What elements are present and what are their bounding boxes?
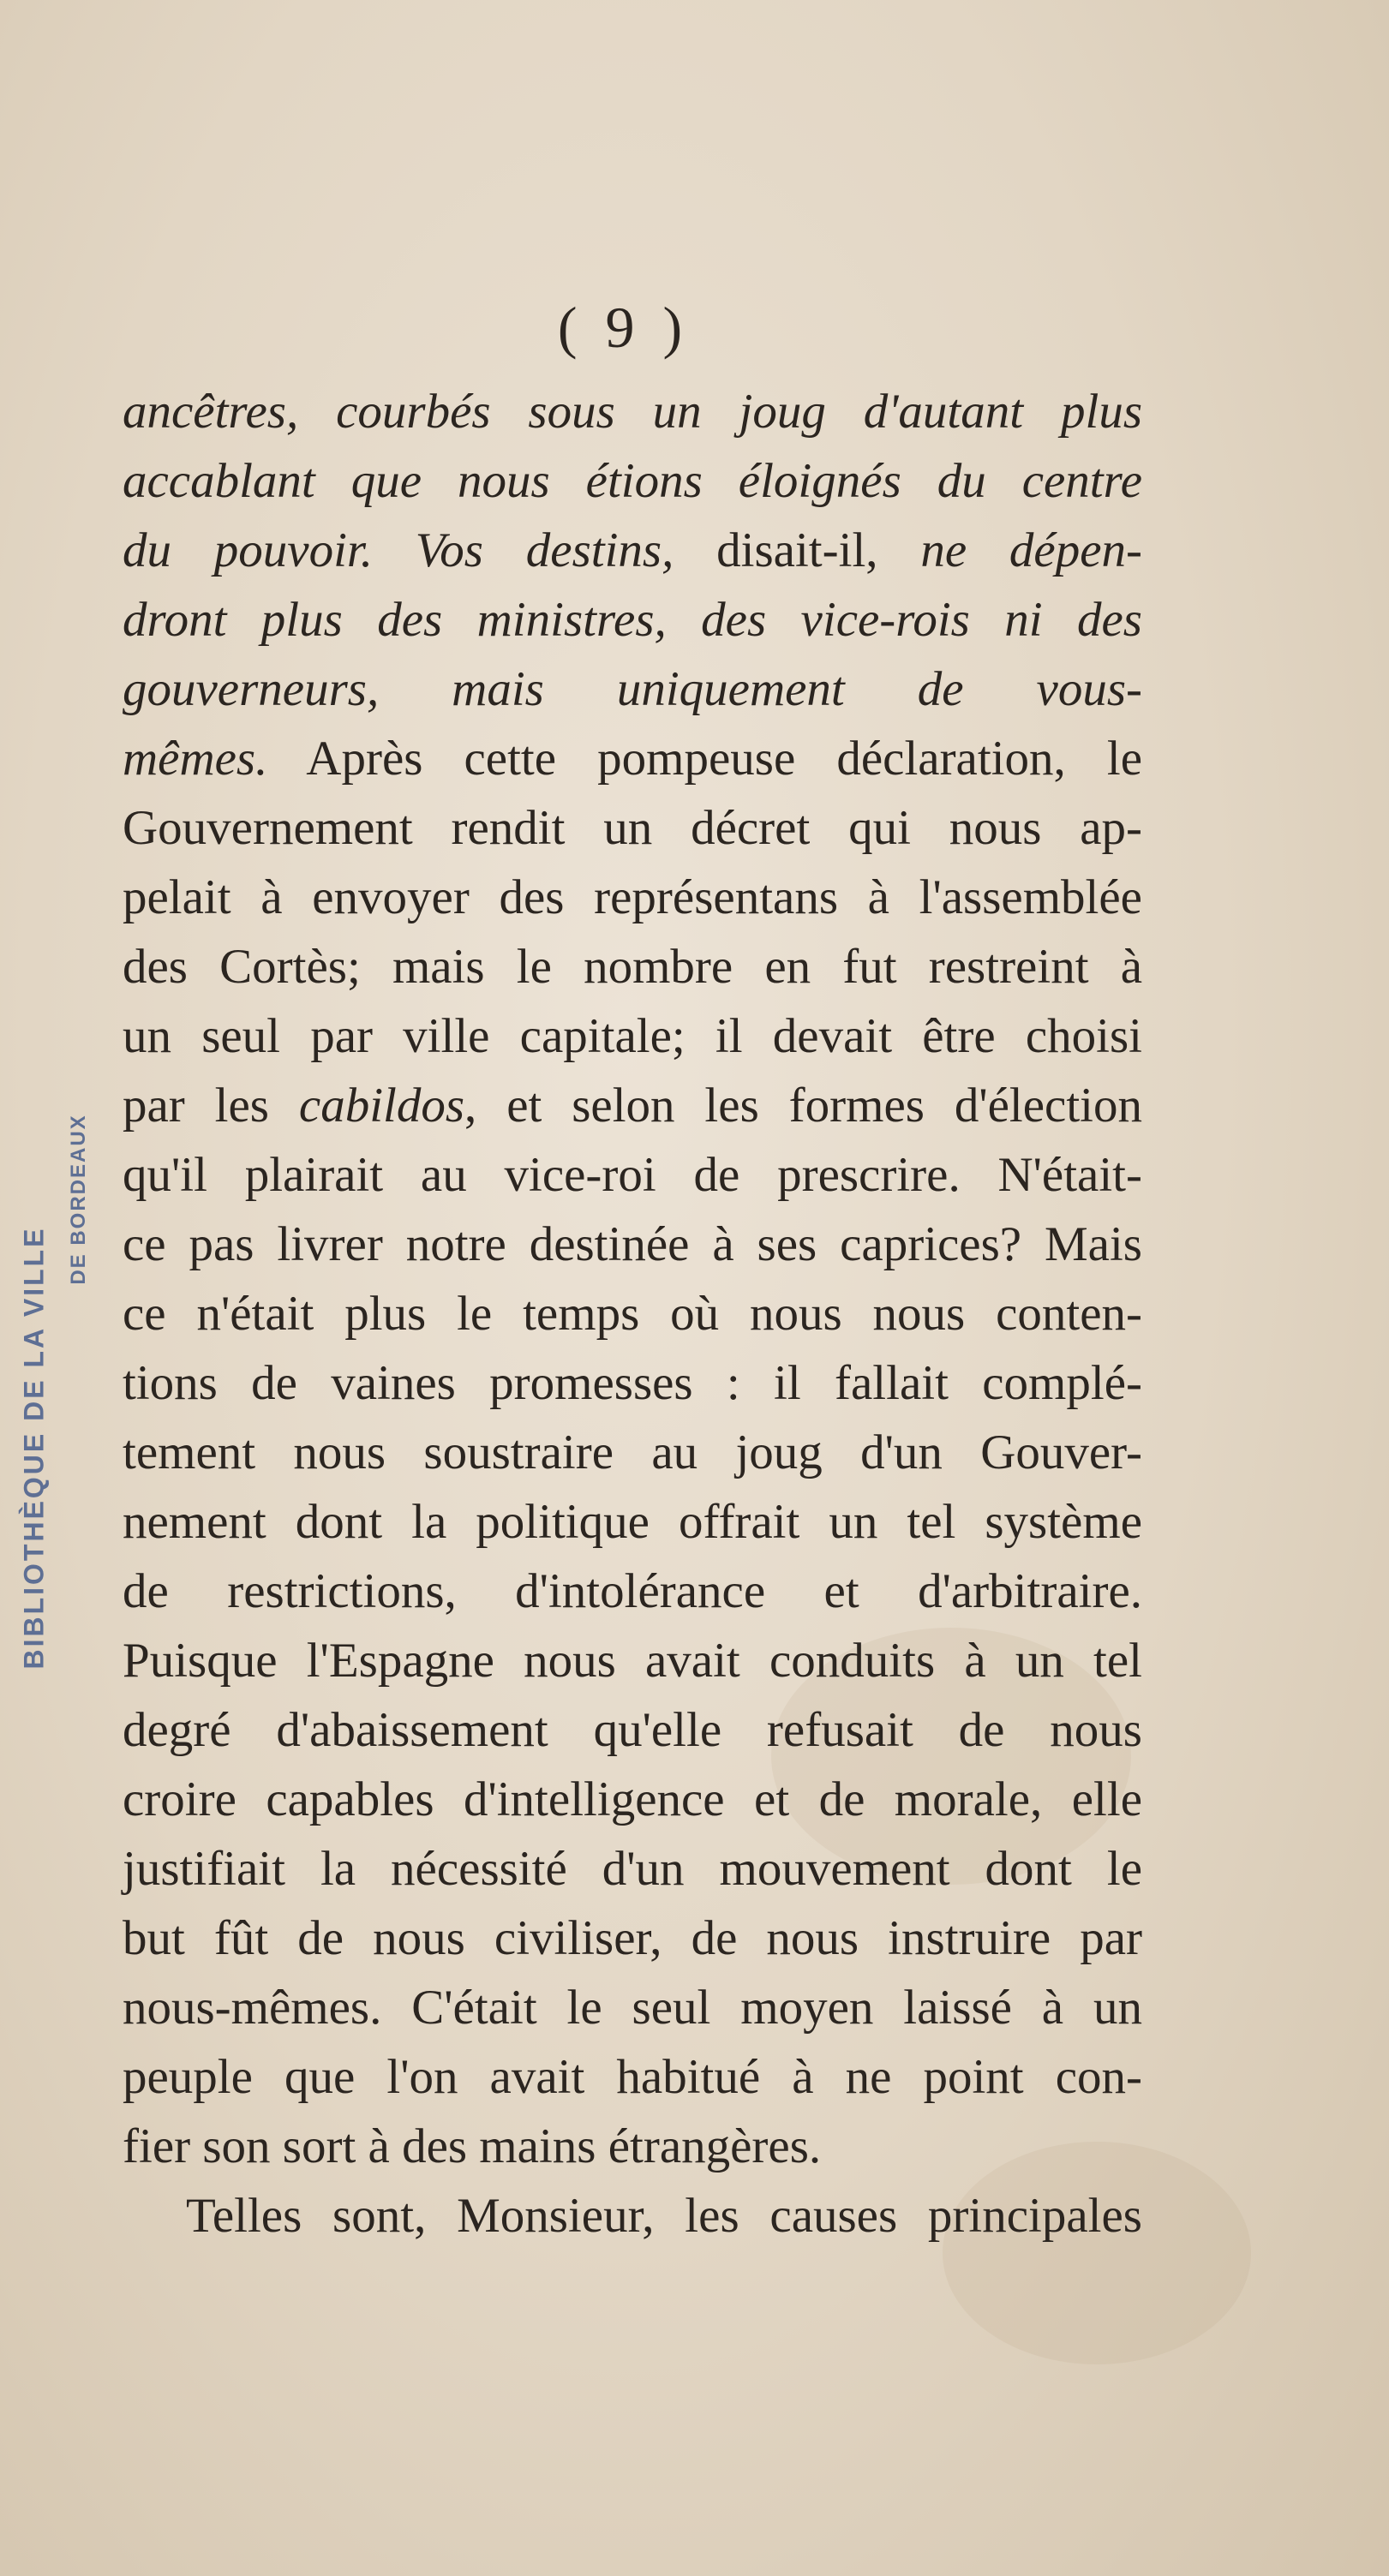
text-line	[123, 1279, 1142, 1348]
text-span: peuple que l'on avait habitué à ne point con-	[123, 2050, 1142, 2104]
text-line	[123, 585, 1142, 654]
text-span: but fût de nous civiliser, de nous instruire par	[123, 1911, 1142, 1965]
italic-text-span: dront plus des ministres, des vice-rois ni des	[123, 593, 1142, 647]
italic-text-span: cabildos	[298, 1079, 465, 1133]
text-span: qu'il plairait au vice-roi de prescrire. N'était-	[123, 1148, 1142, 1202]
text-line	[123, 1140, 1142, 1210]
text-span: Puisque l'Espagne nous avait conduits à un tel	[123, 1634, 1142, 1688]
text-line	[123, 516, 1142, 585]
italic-text-span: gouverneurs, mais uniquement de vous-	[123, 662, 1142, 716]
page-number: ( 9 )	[557, 295, 690, 360]
text-span: justifiait la nécessité d'un mouvement dont le	[123, 1842, 1142, 1896]
text-span: , et selon les formes d'élection	[464, 1079, 1142, 1133]
text-line	[123, 2112, 1142, 2181]
text-line	[123, 1348, 1142, 1418]
text-span: ce pas livrer notre destinée à ses caprices? Mais	[123, 1217, 1142, 1271]
text-span: Gouvernement rendit un décret qui nous ap-	[123, 801, 1142, 855]
text-line	[123, 1210, 1142, 1279]
text-line	[123, 724, 1142, 793]
text-span: tement nous soustraire au joug d'un Gouver-	[123, 1425, 1142, 1479]
text-span: un seul par ville capitale; il devait être choisi	[123, 1009, 1142, 1063]
text-span: disait-il,	[674, 523, 921, 577]
text-line	[123, 1487, 1142, 1557]
text-span: nous-mêmes. C'était le seul moyen laissé à un	[123, 1981, 1142, 2035]
text-line	[123, 2181, 1142, 2250]
text-span: tions de vaines promesses : il fallait complé-	[123, 1356, 1142, 1410]
italic-text-span: ancêtres, courbés sous un joug d'autant plus	[123, 385, 1142, 439]
text-line	[123, 1071, 1142, 1140]
text-span: croire capables d'intelligence et de morale, elle	[123, 1772, 1142, 1826]
text-span: Telles sont, Monsieur, les causes principales	[186, 2189, 1142, 2243]
text-span: ce n'était plus le temps où nous nous conten-	[123, 1287, 1142, 1341]
text-span: de restrictions, d'intolérance et d'arbitraire.	[123, 1564, 1142, 1618]
stamp-text-sub: DE BORDEAUX	[67, 1114, 90, 1285]
italic-text-span: accablant que nous étions éloignés du centre	[123, 454, 1142, 508]
text-span: nement dont la politique offrait un tel système	[123, 1495, 1142, 1549]
stamp-text-main: BIBLIOTHÈQUE DE LA VILLE	[18, 1226, 50, 1670]
text-span: pelait à envoyer des représentans à l'assemblée	[123, 870, 1142, 924]
text-line	[123, 446, 1142, 516]
italic-text-span: ne dépen-	[920, 523, 1142, 577]
text-line	[123, 1904, 1142, 1973]
text-line	[123, 932, 1142, 1001]
text-line	[123, 1765, 1142, 1834]
text-line	[123, 1973, 1142, 2042]
text-span: fier son sort à des mains étrangères.	[123, 2119, 822, 2173]
text-line	[123, 654, 1142, 724]
library-stamp	[18, 1114, 90, 1670]
italic-text-span: mêmes.	[123, 732, 268, 786]
text-line	[123, 1001, 1142, 1071]
text-line	[123, 1418, 1142, 1487]
text-line	[123, 863, 1142, 932]
text-line	[123, 1695, 1142, 1765]
text-span: degré d'abaissement qu'elle refusait de nous	[123, 1703, 1142, 1757]
text-span: des Cortès; mais le nombre en fut restreint à	[123, 940, 1142, 994]
body-text	[123, 377, 1142, 2250]
italic-text-span: du pouvoir. Vos destins,	[123, 523, 674, 577]
text-line	[123, 793, 1142, 863]
text-line	[123, 1626, 1142, 1695]
text-span: par les	[123, 1079, 299, 1133]
text-line	[123, 377, 1142, 446]
text-span: Après cette pompeuse déclaration, le	[267, 732, 1142, 786]
text-line	[123, 1557, 1142, 1626]
text-line	[123, 1834, 1142, 1904]
text-line	[123, 2042, 1142, 2112]
